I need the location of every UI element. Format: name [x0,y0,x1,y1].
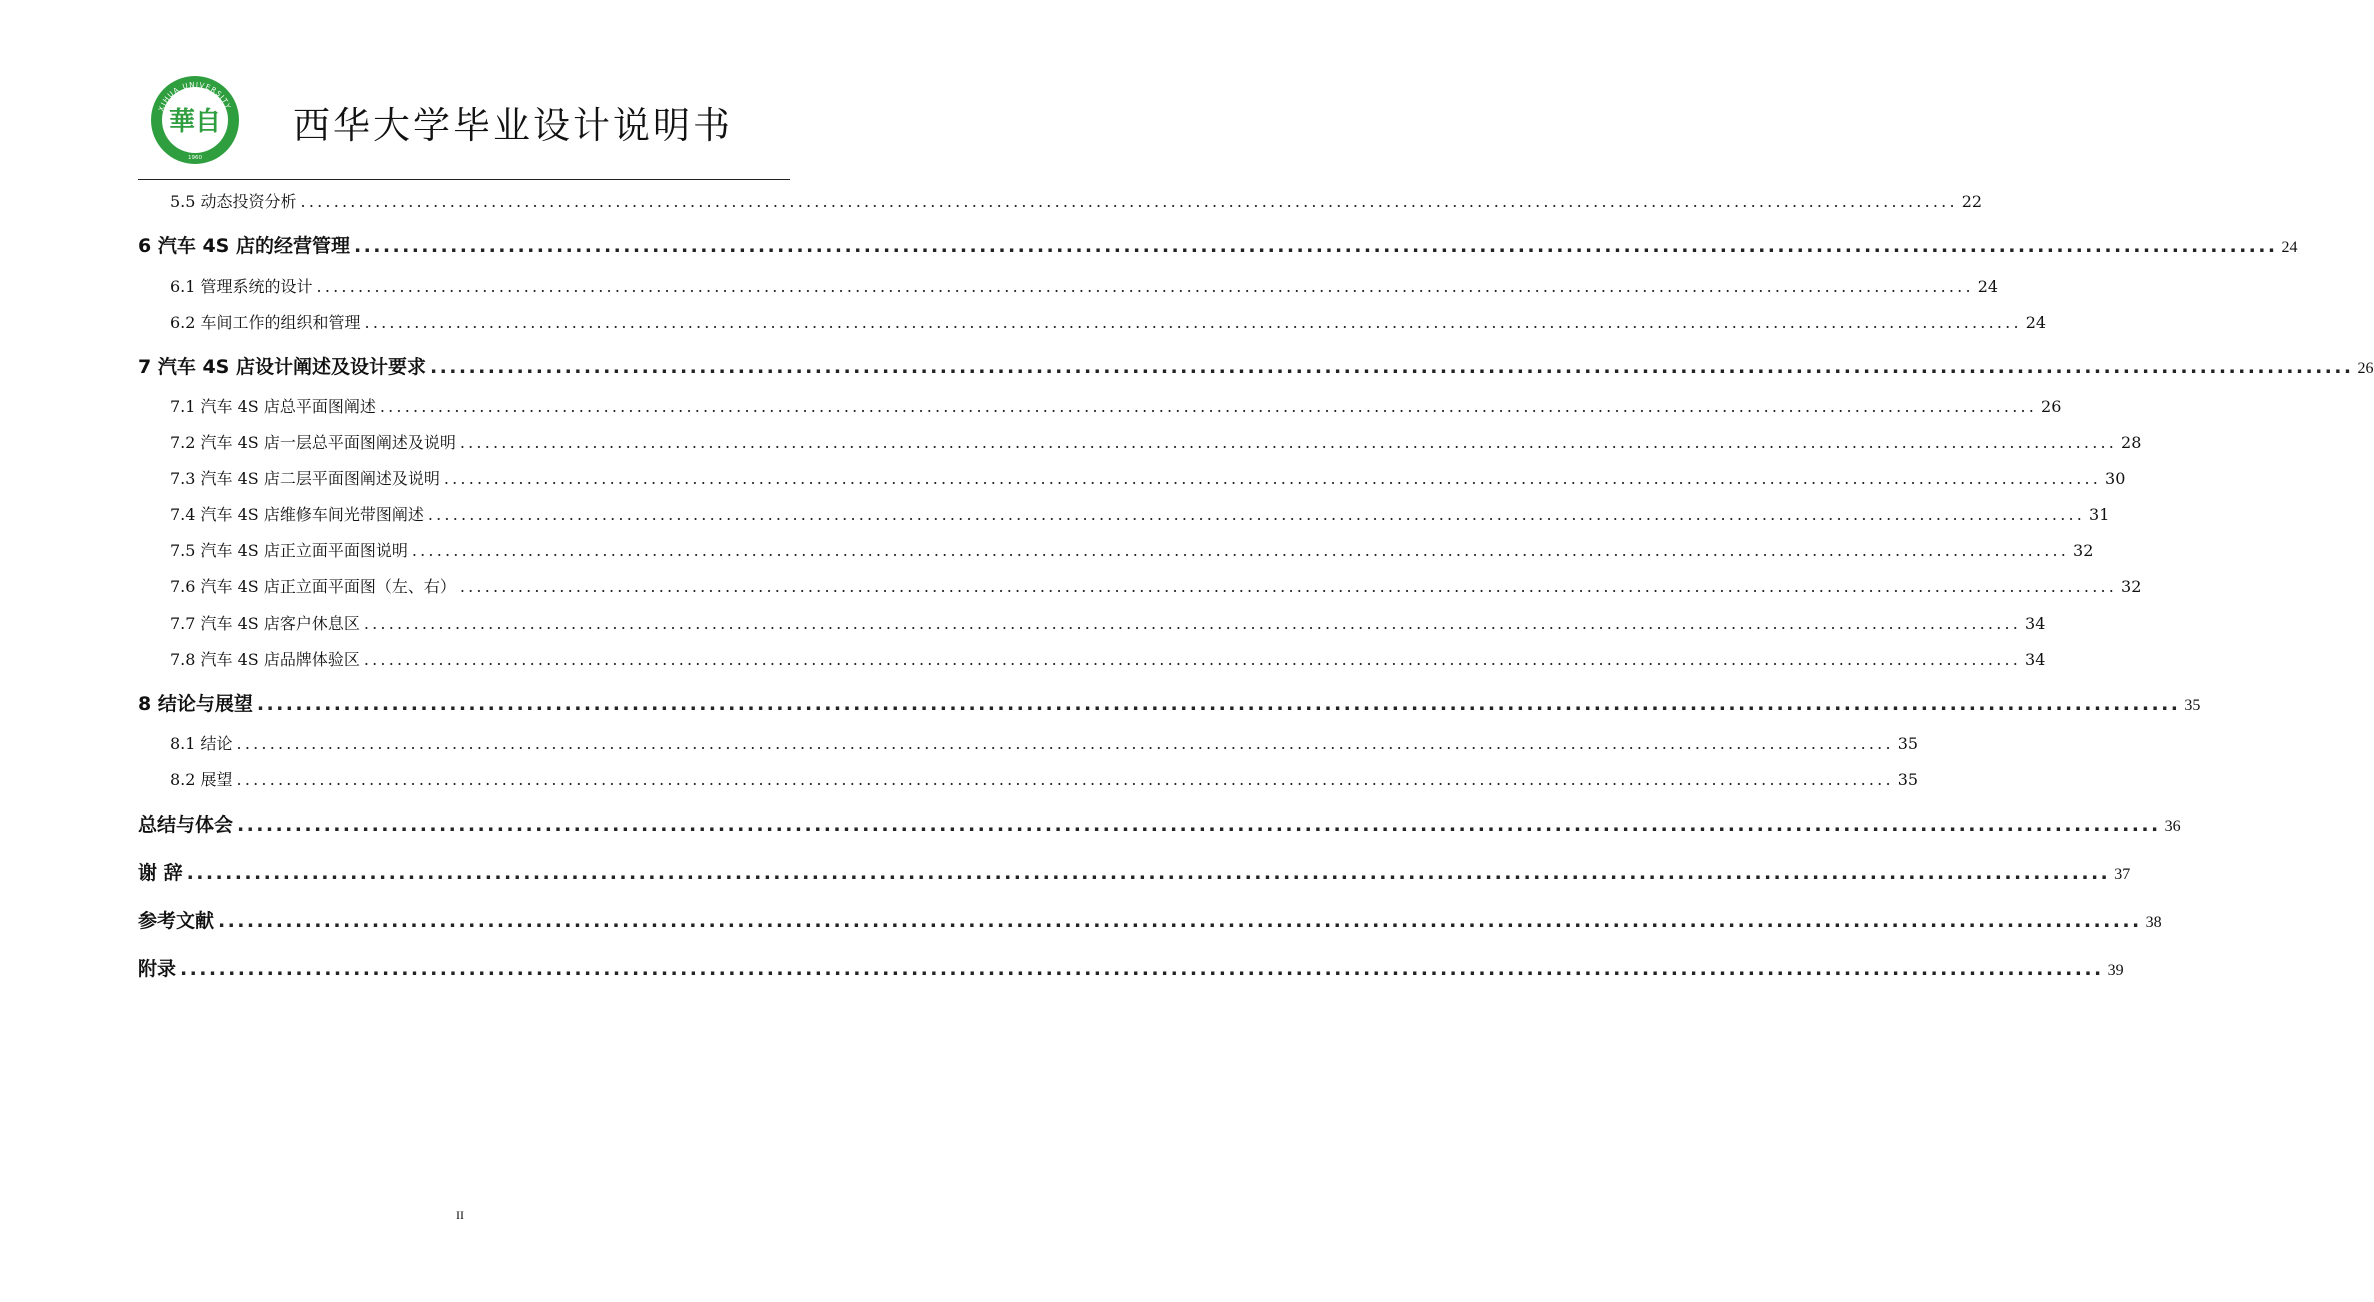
page-header [0,0,920,180]
toc-entry-label: 7.5 汽车 4S 店正立面平面图说明 [170,541,408,560]
toc-dot-leader: ........................................................................................................................................................................................................ [316,277,1974,296]
toc-dot-leader: ........................................................................................................................................................................................................ [459,577,2118,596]
toc-entry-label: 7.4 汽车 4S 店维修车间光带图阐述 [170,505,424,524]
toc-entry-label: 7.2 汽车 4S 店一层总平面图阐述及说明 [170,433,456,452]
toc-entry-label: 5.5 动态投资分析 [170,192,297,211]
toc-dot-leader: ........................................................................................................................................................................................................ [379,397,2038,416]
toc-entry-label: 7.7 汽车 4S 店客户休息区 [170,614,360,633]
toc-entry-label: 附录 [138,958,177,980]
toc-entry[interactable] [138,858,2131,885]
toc-entry-label: 谢 辞 [138,862,183,884]
university-logo-icon [150,75,240,165]
toc-entry-label: 8 结论与展望 [138,693,253,715]
toc-entry[interactable] [170,647,2046,670]
toc-entry[interactable] [138,810,2181,837]
toc-entry-page: 24 [1977,277,1999,296]
toc-dot-leader: ........................................................................................................................................................................................................ [186,862,2111,884]
toc-entry-page: 37 [2114,866,2131,883]
toc-entry-label: 7.1 汽车 4S 店总平面图阐述 [170,397,376,416]
toc-entry-page: 26 [2041,397,2062,416]
toc-entry-page: 30 [2105,469,2126,488]
toc-entry-page: 28 [2121,433,2142,452]
toc-entry-label: 7.6 汽车 4S 店正立面平面图（左、右） [170,577,456,596]
toc-entry-page: 34 [2025,650,2046,669]
toc-entry-page: 32 [2073,541,2094,560]
toc-dot-leader: ........................................................................................................................................................................................................ [363,614,2022,633]
toc-entry-page: 35 [1897,734,1919,753]
toc-entry-label: 7.8 汽车 4S 店品牌体验区 [170,650,360,669]
toc-entry[interactable] [138,906,2162,933]
toc-entry-page: 26 [2357,360,2374,377]
toc-entry-page: 31 [2089,505,2110,524]
toc-dot-leader: ........................................................................................................................................................................................................ [429,356,2354,378]
header-divider [138,179,790,180]
toc-entry[interactable] [170,731,1919,754]
toc-entry[interactable] [170,538,2094,561]
toc-entry[interactable] [170,466,2126,489]
toc-dot-leader: ........................................................................................................................................................................................................ [353,235,2278,257]
toc-dot-leader: ........................................................................................................................................................................................................ [459,433,2118,452]
toc-entry-page: 24 [2281,239,2298,256]
toc-entry[interactable] [138,231,2298,258]
toc-entry-page: 34 [2025,614,2046,633]
header-title: 西华大学毕业设计说明书 [293,104,733,147]
toc-entry[interactable] [170,430,2142,453]
toc-entry-label: 7.3 汽车 4S 店二层平面图阐述及说明 [170,469,440,488]
toc-dot-leader: ........................................................................................................................................................................................................ [218,910,2142,932]
toc-entry[interactable] [138,954,2124,981]
toc-dot-leader: ........................................................................................................................................................................................................ [411,541,2070,560]
toc-dot-leader: ........................................................................................................................................................................................................ [427,505,2086,524]
toc-entry-page: 35 [1897,770,1919,789]
toc-entry-label: 8.2 展望 [170,770,233,789]
toc-dot-leader: ........................................................................................................................................................................................................ [256,693,2181,715]
toc-entry[interactable] [170,189,1983,212]
toc-entry[interactable] [170,310,2047,333]
svg-text:XIHUA UNIVERSITY: XIHUA UNIVERSITY [157,80,233,113]
toc-entry[interactable] [138,352,2374,379]
toc-entry-label: 6 汽车 4S 店的经营管理 [138,235,350,257]
toc-dot-leader: ........................................................................................................................................................................................................ [236,770,1894,789]
toc-entry-label: 7 汽车 4S 店设计阐述及设计要求 [138,356,426,378]
toc-dot-leader: ........................................................................................................................................................................................................ [363,650,2022,669]
toc-entry-page: 22 [1961,192,1983,211]
toc-entry-page: 24 [2025,313,2047,332]
toc-entry-page: 36 [2164,818,2181,835]
toc-dot-leader: ........................................................................................................................................................................................................ [236,734,1894,753]
svg-text:華自: 華自 [168,107,222,137]
toc-entry-page: 39 [2107,962,2124,979]
toc-entry-page: 35 [2184,697,2201,714]
toc-entry[interactable] [170,502,2110,525]
toc-entry-label: 6.2 车间工作的组织和管理 [170,313,361,332]
toc-entry-label: 总结与体会 [138,814,234,836]
toc-entry[interactable] [170,394,2062,417]
toc-entry-label: 8.1 结论 [170,734,233,753]
toc-dot-leader: ........................................................................................................................................................................................................ [180,958,2104,980]
toc-entry[interactable] [170,574,2142,597]
toc-entry-label: 6.1 管理系统的设计 [170,277,313,296]
toc-entry[interactable] [170,274,1999,297]
toc-dot-leader: ........................................................................................................................................................................................................ [237,814,2161,836]
page-number: II [456,1208,464,1222]
toc-dot-leader: ........................................................................................................................................................................................................ [364,313,2022,332]
toc-entry-page: 32 [2121,577,2142,596]
svg-text:1960: 1960 [188,155,202,161]
logo-seal [150,75,240,165]
toc-dot-leader: ........................................................................................................................................................................................................ [300,192,1958,211]
toc-dot-leader: ........................................................................................................................................................................................................ [443,469,2102,488]
toc-entry-label: 参考文献 [138,910,215,932]
toc-entry[interactable] [138,689,2201,716]
toc-entry[interactable] [170,767,1919,790]
toc-entry[interactable] [170,611,2046,634]
toc-entry-page: 38 [2145,914,2162,931]
